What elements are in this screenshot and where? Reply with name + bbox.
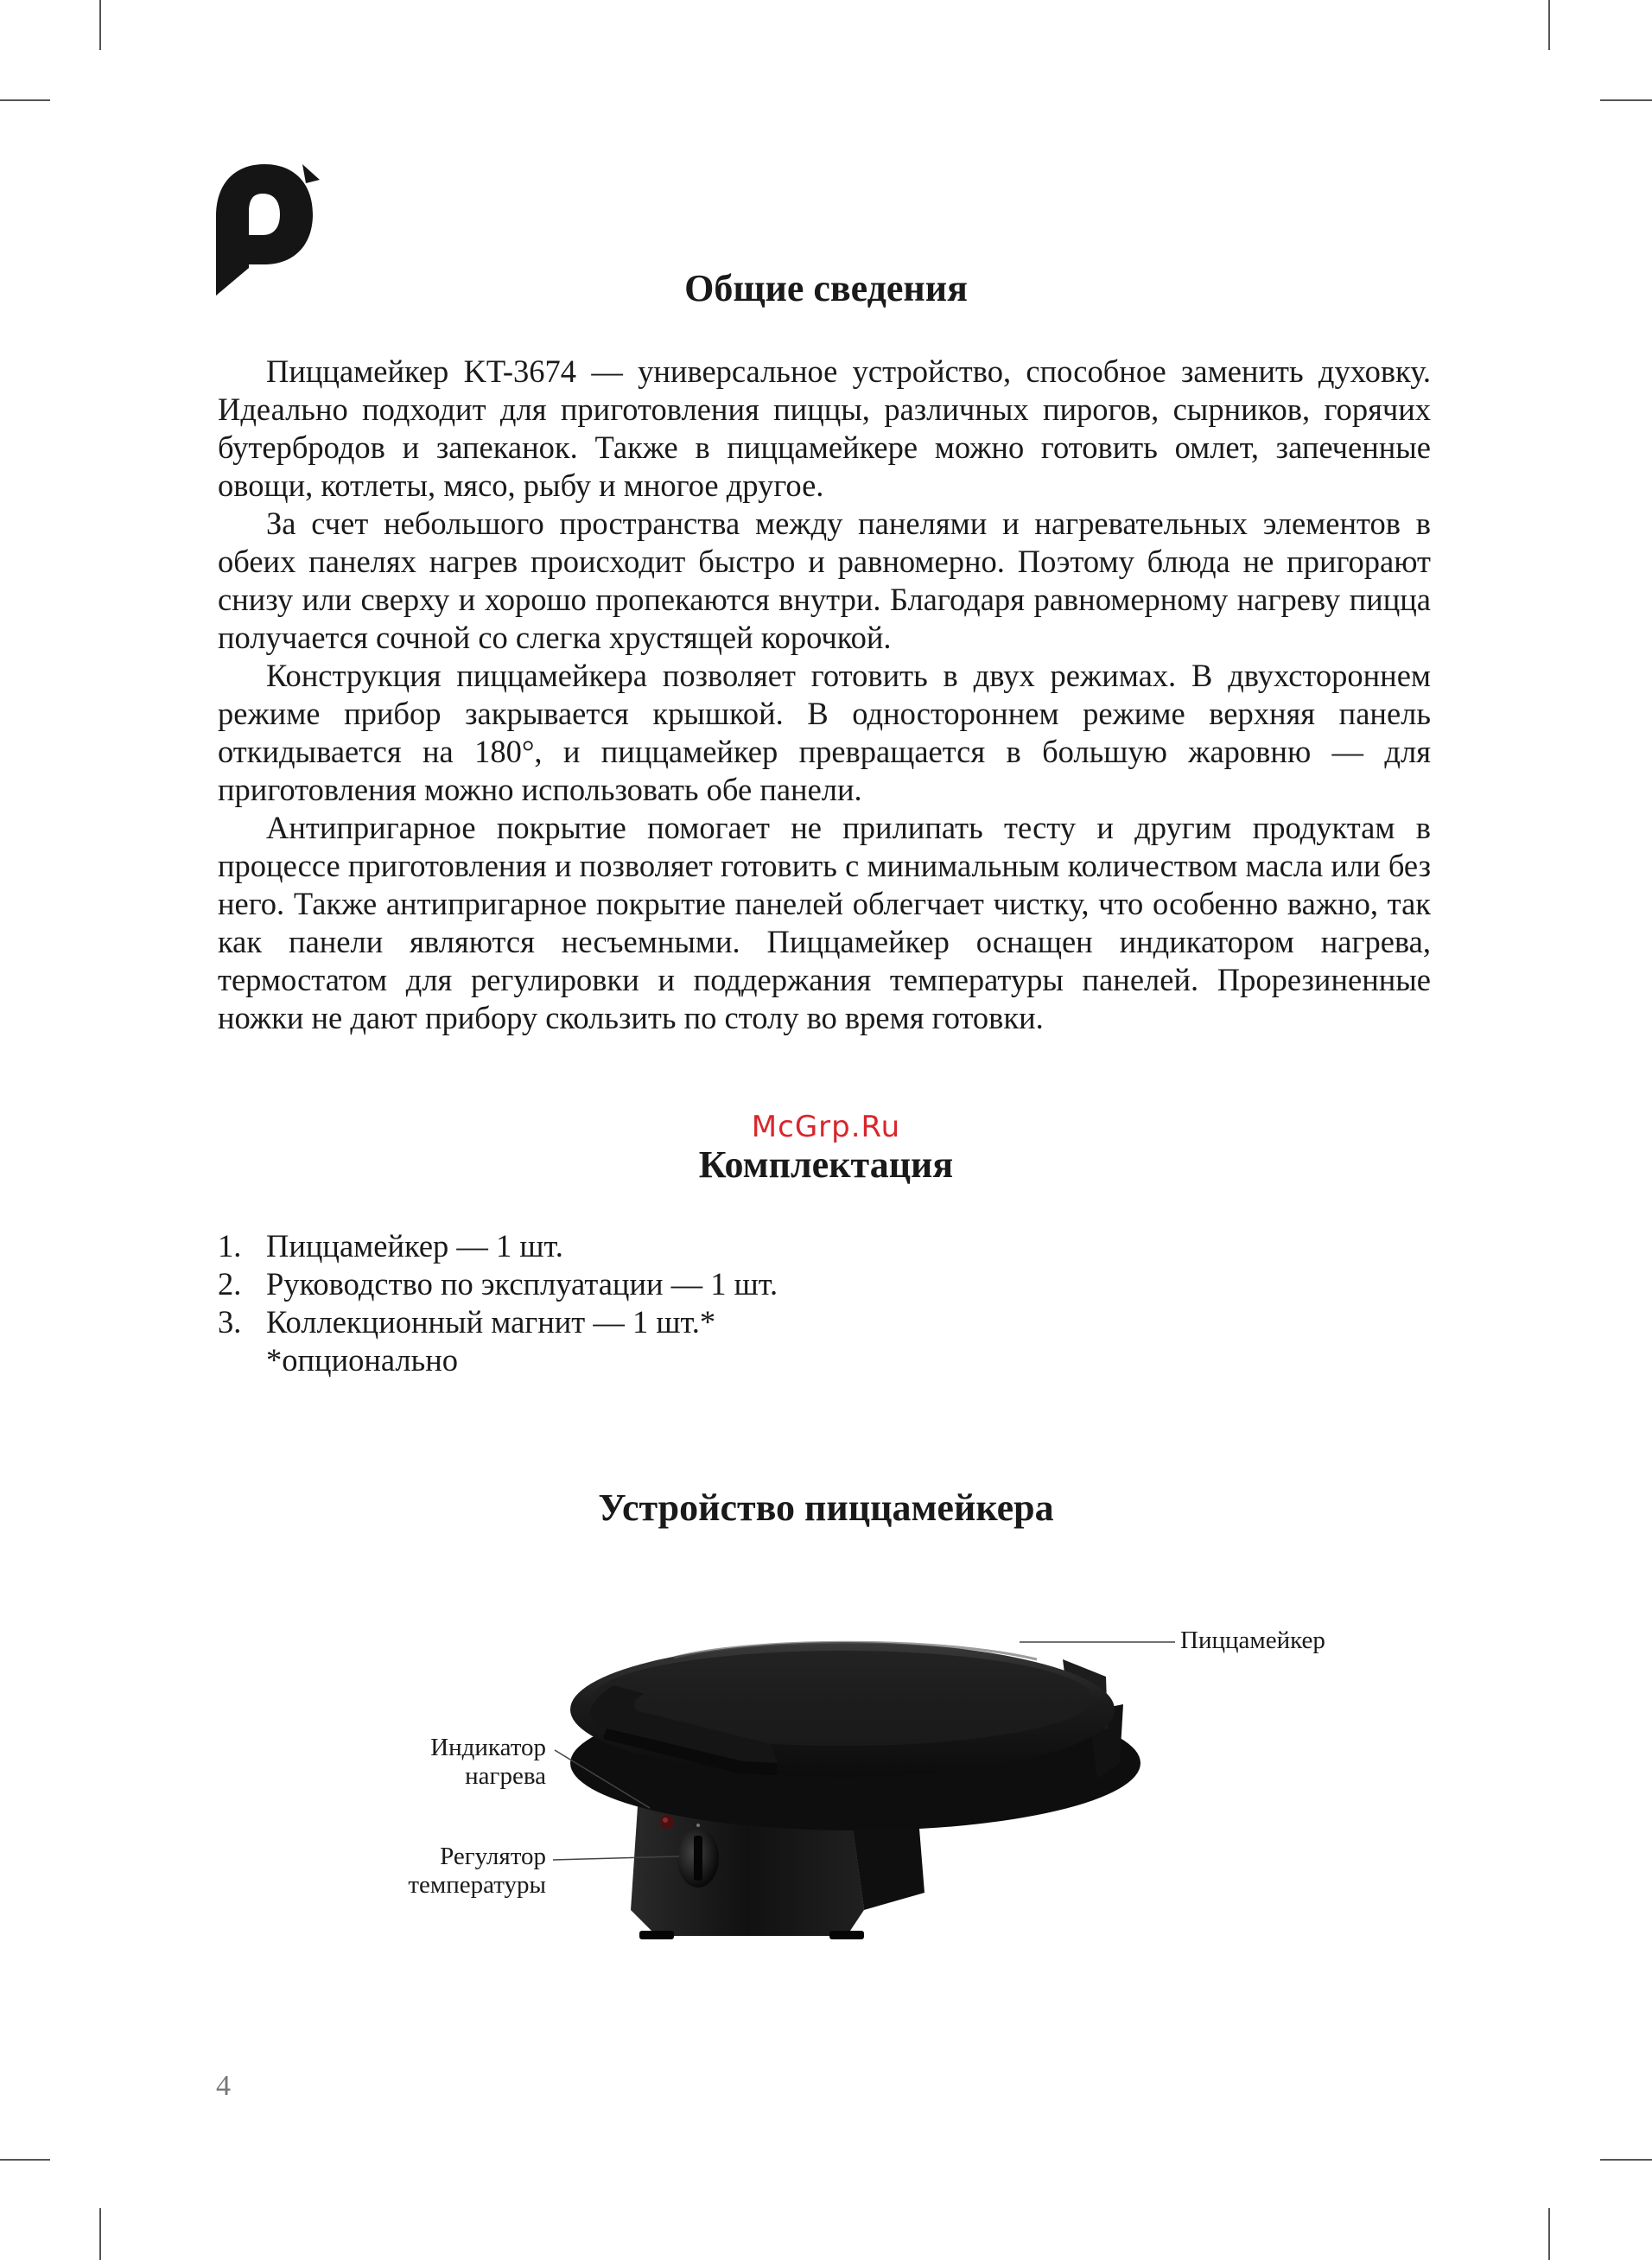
section-title-kit: Комплектация bbox=[698, 1143, 954, 1186]
label-pizza-maker bbox=[1180, 1627, 1325, 1655]
list-item-text: Руководство по эксплуатации — 1 шт. bbox=[266, 1266, 778, 1302]
label-heat-indicator-line1: Индикатор bbox=[430, 1734, 546, 1761]
list-item-text: Пиццамейкер — 1 шт. bbox=[266, 1228, 563, 1264]
general-body bbox=[218, 353, 1431, 1037]
kit-list bbox=[218, 1227, 778, 1341]
list-item bbox=[218, 1303, 778, 1341]
crop-mark-top-right-h bbox=[1600, 99, 1652, 101]
label-heat-indicator-line2: нагрева bbox=[465, 1762, 546, 1790]
list-item-text: Коллекционный магнит — 1 шт.* bbox=[266, 1304, 716, 1340]
label-pizza-maker-text: Пиццамейкер bbox=[1180, 1627, 1325, 1654]
list-item bbox=[218, 1227, 778, 1265]
list-item-number: 3. bbox=[218, 1304, 242, 1340]
section-title-device: Устройство пиццамейкера bbox=[598, 1487, 1054, 1529]
crop-mark-bottom-left-v bbox=[99, 2208, 101, 2260]
crop-mark-top-left-h bbox=[0, 99, 50, 101]
general-paragraph-3: Конструкция пиццамейкера позволяет готовить в двух режимах. В двухстороннем режиме прибор закрывается крышкой. В одностороннем режиме верхняя панель откидывается на 180°, и пиццамейкер превращается в большую жаровню — для приготовления можно использовать обе панели. bbox=[218, 658, 1431, 807]
label-heat-indicator bbox=[372, 1734, 546, 1791]
general-paragraph-2: За счет небольшого пространства между панелями и нагревательных элементов в обеих панелях нагрев происходит быстро и равномерно. Поэтому блюда не пригорают снизу или сверху и хорошо пропекаются внутри. Благодаря равномерному нагреву пицца получается сочной со слегка хрустящей корочкой. bbox=[218, 506, 1431, 655]
crop-mark-top-left-v bbox=[99, 0, 101, 50]
list-item-number: 1. bbox=[218, 1228, 242, 1264]
label-temperature-regulator bbox=[372, 1843, 546, 1900]
crop-mark-bottom-left-h bbox=[0, 2159, 50, 2161]
kit-footnote: *опционально bbox=[266, 1342, 459, 1378]
crop-mark-bottom-right-v bbox=[1548, 2208, 1550, 2260]
page-number: 4 bbox=[216, 2070, 231, 2102]
section-title-general: Общие сведения bbox=[684, 267, 968, 309]
general-paragraph-4: Антипригарное покрытие помогает не прилипать тесту и другим продуктам в процессе приготовления и позволяет готовить с минимальным количеством масла или без него. Также антипригарное покрытие панелей облегчает чистку, что особенно важно, так как панели являются несъемными. Пиццамейкер оснащен индикатором нагрева, термостатом для регулировки и поддержания температуры панелей. Прорезиненные ножки не дают прибору скользить по столу во время готовки. bbox=[218, 810, 1431, 1035]
crop-mark-top-right-v bbox=[1548, 0, 1550, 50]
general-paragraph-1: Пиццамейкер KT-3674 — универсальное устройство, способное заменить духовку. Идеально подходит для приготовления пиццы, различных пирогов, сырников, горячих бутербродов и запеканок. Также в пиццамейкере можно готовить омлет, запеченные овощи, котлеты, мясо, рыбу и многое другое. bbox=[218, 353, 1431, 503]
watermark-link[interactable]: McGrp.Ru bbox=[751, 1110, 901, 1144]
label-regulator-line1: Регулятор bbox=[440, 1843, 546, 1870]
label-regulator-line2: температуры bbox=[408, 1871, 546, 1899]
list-item-number: 2. bbox=[218, 1266, 242, 1302]
crop-mark-bottom-right-h bbox=[1600, 2159, 1652, 2161]
list-item bbox=[218, 1265, 778, 1303]
